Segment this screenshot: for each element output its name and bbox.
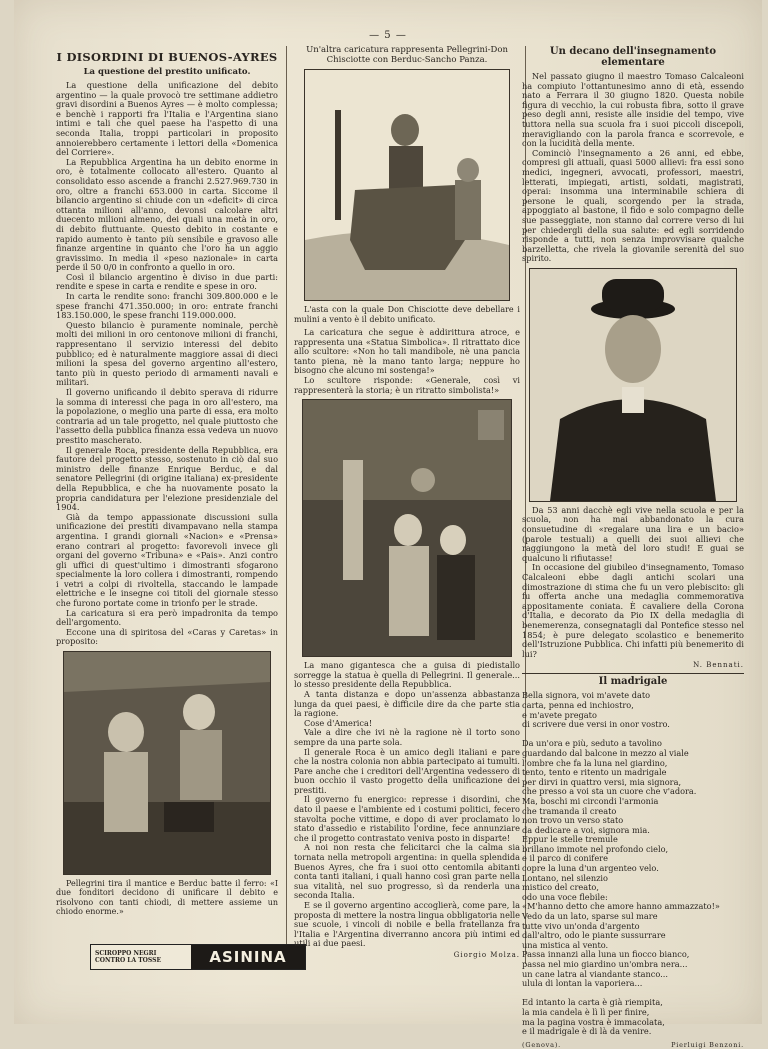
paragraph: Il generale Roca, presidente della Repubblica, era fautore del progetto stesso, sostenuto in ciò dal suo ministro delle finanze Enrique Berduc, e dal senatore Pellegrini (di origine italiana) ex-presidente della Repubblica, e che ha nuovamente posato la propria candidatura per l'elezione presidenziale del 1904.: [56, 444, 278, 513]
paragraph: Vale a dire che ivi nè la ragione nè il torto sono sempre da una parte sola.: [294, 727, 520, 747]
illustration-caption: L'asta con la quale Don Chisciotte deve debellare i mulini a vento è il debito unificato.: [294, 305, 520, 324]
poem-line: e il madrigale è di là da venire.: [522, 1026, 652, 1037]
poem-line: Ed intanto la carta è già riempita,: [522, 997, 663, 1008]
advertisement-banner: [90, 944, 306, 970]
poem-line: una mistica al vento.: [522, 939, 609, 950]
poem-verses: [522, 691, 744, 1036]
poem-line: Bella signora, voi m'avete dato: [522, 690, 651, 701]
article-title: I DISORDINI DI BUENOS-AYRES: [56, 50, 278, 64]
poem-line: che presso a voi sta un cuore che v'adora.: [522, 786, 697, 797]
ad-text: SCIROPPO NEGRI CONTRO LA TOSSE: [95, 950, 162, 964]
poem-line: per dirvi in quattro versi, mia signora,: [522, 776, 682, 787]
illustration-caption: Pellegrini tira il mantice e Berduc batte il ferro: «I due fonditori decidono di unificare il debito e risolvono con tanti chiodi, di mettere assieme un chiodo enorme.»: [56, 879, 278, 917]
paragraph: Il generale Roca è un amico degli italiani e pare che la nostra colonia non abbia partecipato ai tumulti. Pare anche che i creditori dell'Argentina vedessero di buon occhio il vasto progetto della unificazione dei prestiti.: [294, 746, 520, 795]
paragraph: Il governo fu energico: represse i disordini, che dato il paese e l'ambiente ed i costumi politici, fecero stavolta poche vittime, e dopo di aver proclamato lo stato d'assedio e ristabilito l'ordine, fece annunziare che il progetto contrastato veniva posto in disparte!: [294, 794, 520, 843]
paragraph: Eccone una di spiritosa del «Caras y Caretas» in proposito:: [56, 626, 278, 647]
column-left: [56, 46, 278, 984]
article-subtitle: La questione del prestito unificato.: [83, 67, 251, 77]
poem-line: di scrivere due versi in onor vostro.: [522, 719, 670, 730]
author-signature: Giorgio Molza.: [453, 950, 520, 959]
poem-line: e il parco di conifere: [522, 853, 608, 864]
paragraph: Da 53 anni dacchè egli vive nella scuola e per la scuola, non ha mai abbandonato la cura consuetudine di «regalare una lira e un bacio» (parole testuali) a quelli dei suoi allievi che raggiungono la metà del loro studi! E guai se qualcuno li rifiutasse!: [522, 504, 744, 563]
don-quixote-illustration: [304, 69, 510, 301]
poem-line: la mia candela è lì lì per finire,: [522, 1006, 650, 1017]
newspaper-page: [14, 0, 762, 1049]
paragraph: La mano gigantesca che a guisa di piedistallo sorregge la statua è quella di Pellegrini. Il generale... lo stesso presidente della Repubblica.: [294, 660, 520, 690]
poem-line: tento, tento e ritento un madrigale: [522, 767, 667, 778]
poem-line: l'ombre che fa la luna nel giardino,: [522, 757, 668, 768]
paragraph: A noi non resta che felicitarci che la calma sia tornata nella metropoli argentina: in quella splendida Buenos Ayres, che fra i suoi otto centomila abitanti conta tanti italiani, i quali hanno così gran parte nella sua vitalità, nel suo progresso, sì da renderla una seconda Italia.: [294, 842, 520, 901]
poem-line: guardando dal balcone in mezzo al viale: [522, 747, 689, 758]
ad-brand: ASININA: [191, 945, 305, 969]
paragraph: A tanta distanza e dopo un'assenza abbastanza lunga da quei paesi, è difficile dire da che parte stia la ragione.: [294, 688, 520, 719]
caricature-blacksmiths-illustration: [63, 651, 271, 875]
statue-engraving: [303, 400, 511, 656]
poem-title: Il madrigale: [598, 676, 668, 688]
paragraph: Lo scultore risponde: «Generale, così vi rappresenterà la storia; è un ritratto simbolista!»: [294, 374, 520, 395]
poem-line: Vedo da un lato, sparse sul mare: [522, 911, 658, 922]
poem-line: ulula di lontan la vaporiera...: [522, 978, 643, 989]
portrait-engraving: [530, 269, 736, 501]
caricature-intro: Un'altra caricatura rappresenta Pellegrini-Don Chisciotte con Berduc-Sancho Panza.: [306, 45, 508, 65]
column-right: [522, 46, 744, 1049]
paragraph: Cominciò l'insegnamento a 26 anni, ed ebbe, compresi gli attuali, quasi 5000 allievi: fra essi sono medici, ingegneri, avvocati, professori, maestri, letterati, impiegati, artisti, soldati, magistrati, operai: insomma una interminabile schiera di persone le quali, scorgendo per la strada, appoggiato al bastone, il fido e solo compagno delle sue passeggiate, non stanno dal correre verso di lui per chiedergli della sua salute: ed egli sorridendo risponde a tutti, non senza improvvisare qualche barzelletta, che rivela la giovanile serenità del suo spirito.: [522, 147, 744, 264]
paragraph: E se il governo argentino accoglierà, come pare, la proposta di mettere la nostra lingua obbligatoria nelle sue scuole, i vincoli di nobile e bella fratellanza fra l'Italia e l'Argentina diverranno ancora più intimi ed utili ai due paesi.: [294, 900, 520, 949]
poem-line: che tramanda il creato: [522, 805, 617, 816]
poem-line: Eppur le stelle tremule: [522, 834, 618, 845]
poem-line: dall'altro, odo le piante sussurrare: [522, 930, 666, 941]
poem-line: «M'hanno detto che amore hanno ammazzato!»: [522, 901, 720, 912]
paragraph: Già da tempo appassionate discussioni sulla unificazione dei prestiti divampavano nella stampa argentina. I grandi giornali «Nacion» e «Prensa» erano contrari al progetto: favorevoli invece gli organi del governo «Tribuna» e «Pais». Anzi contro gli uffici di quest'ultimo i dimostranti sfogarono specialmente la loro collera i dimostranti, rompendo i vetri a colpi di rivoltella, staccando le lampade elettriche e le insegne coi titoli del giornale stesso che furono portate come in trionfo per le strade.: [56, 511, 278, 609]
don-quixote-engraving: [305, 70, 509, 300]
poem-line: non trovo un verso stato: [522, 815, 624, 826]
poem-origin: (Genova).: [522, 1040, 562, 1049]
divider: [522, 673, 744, 674]
poem-line: odo una voce flebile:: [522, 891, 608, 902]
poem-line: Passa innanzi alla luna un fiocco bianco,: [522, 949, 690, 960]
paragraph: La caricatura che segue è addirittura atroce, e rappresenta una «Statua Simbolica». Il ritrattato dice allo scultore: «Non ho tali mandibole, nè una pancia tanto piena, nè la mano tanto larga; neppure ho bisogno che alcuno mi sostenga!»: [294, 327, 520, 376]
paragraph: In carta le rendite sono: franchi 309.800.000 e le spese franchi 471.350.000; in oro: entrate franchi 183.150.000, le spese franchi 119.000.000.: [56, 291, 278, 321]
paragraph: La caricatura si era però impadronita da tempo dell'argomento.: [56, 607, 278, 628]
paragraph: In occasione del giubileo d'insegnamento, Tomaso Calcaleoni ebbe dagli antichi scolari una dimostrazione di stima che fu un vero plebiscito: gli fu offerta anche una medaglia commemorativa appositamente coniata. È cavaliere della Corona d'Italia, e decorato da Pio IX della medaglia di benemerenza, consegnatagli dal Pontefice stesso nel 1854; è pure delegato scolastico e benemerito dell'Istruzione Pubblica. Chi infatti più benemerito di lui?: [522, 562, 744, 659]
poem-line: tutte vivo un'onda d'argento: [522, 920, 640, 931]
poem-line: brillano immote nel profondo cielo,: [522, 843, 669, 854]
poem-line: ma la pagina vostra è immacolata,: [522, 1016, 665, 1027]
paragraph: Così il bilancio argentino è diviso in due parti: rendite e spese in carta e rendite e spese in oro.: [56, 271, 278, 292]
poem-line: Da un'ora e più, seduto a tavolino: [522, 738, 662, 749]
sculptor-illustration: [302, 399, 512, 657]
poem-line: e m'avete pregato: [522, 709, 597, 720]
paragraph: Il governo unificando il debito sperava di ridurre la somma di interessi che paga in oro all'estero, ma la popolazione, o meglio una parte di essa, era molto contraria ad un tale progetto, nel quale piuttosto che l'assetto della pubblica finanza essa vedeva un nuovo prestito mascherato.: [56, 387, 278, 445]
poem-line: carta, penna ed inchiostro,: [522, 699, 634, 710]
poem-author: Pierluigi Benzoni.: [671, 1040, 744, 1049]
paragraph: La Repubblica Argentina ha un debito enorme in oro, è totalmente collocato all'estero. Quanto al consolidato esso ascende a franchi 2.527.969.730 in oro, oltre a franchi 653.000 in carta. Siccome il bilancio argentino si chiude con un «deficit» di circa ottanta milioni all'anno, devonsi calcolare altri duecento milioni almeno, dei quali una metà in oro, di debito fluttuante. Questo debito in costante e rapido aumento è tanto più sensibile e gravoso alle finanze argentine in quanto che l'oro ha un aggio gravissimo. In media il «peso nazionale» in carta perde il 50 0/0 in confronto a quello in oro.: [56, 156, 278, 273]
blacksmiths-engraving: [64, 652, 270, 874]
page-number: — 5 —: [369, 30, 407, 41]
paragraph: La questione della unificazione del debito argentino — la quale provocò tre settimane addietro gravi disordini a Buenos Ayres — è molto complessa; e benchè i rapporti fra l'Italia e l'Argentina siano intimi e tali che quel paese ha l'aspetto di una seconda Italia, troppi particolari in proposito annoierebbero certamente i lettori della «Domenica del Corriere».: [56, 80, 278, 158]
poem-line: da dedicare a voi, signora mia.: [522, 824, 650, 835]
column-rule: [286, 46, 287, 964]
poem-line: mistico del creato,: [522, 882, 599, 893]
poem-line: un cane latra al viandante stanco...: [522, 968, 668, 979]
poem-line: Ma, boschi mi circondi l'armonia: [522, 795, 659, 806]
paragraph: Questo bilancio è puramente nominale, perchè molti dei milioni in oro centonove milioni di franchi, rappresentano il servizio interessi del debito pubblico; ed è naturalmente maggiore assai di dieci milioni la spesa del governo argentino all'estero, tanto più in questo periodo di armamenti navali e militari.: [56, 319, 278, 388]
poem-line: copre la luna d'un argenteo velo.: [522, 863, 659, 874]
paragraph: Nel passato giugno il maestro Tomaso Calcaleoni ha compiuto l'ottantunesimo anno di età, essendo nato a Ferrara il 30 giugno 1820. Questa nobile figura di vecchio, la cui robusta fibra, sotto il grave peso degli anni, resiste alle insidie del tempo, vive tuttora nella sua scuola fra i suoi piccoli discepoli, meravigliando con la parola franca e scorrevole, e con la lucidità della mente.: [522, 71, 744, 149]
poem-signature: [522, 1041, 744, 1049]
article-title: Un decano dell'insegnamento elementare: [549, 46, 717, 68]
poem-line: passa nel mio giardino un'ombra nera...: [522, 959, 688, 969]
poem-line: Lontano, nel silenzio: [522, 872, 608, 883]
column-middle: [294, 46, 520, 984]
portrait-photo: [529, 268, 737, 502]
author-signature: N. Bennati.: [693, 661, 744, 670]
paragraph: Cose d'America!: [304, 717, 373, 728]
